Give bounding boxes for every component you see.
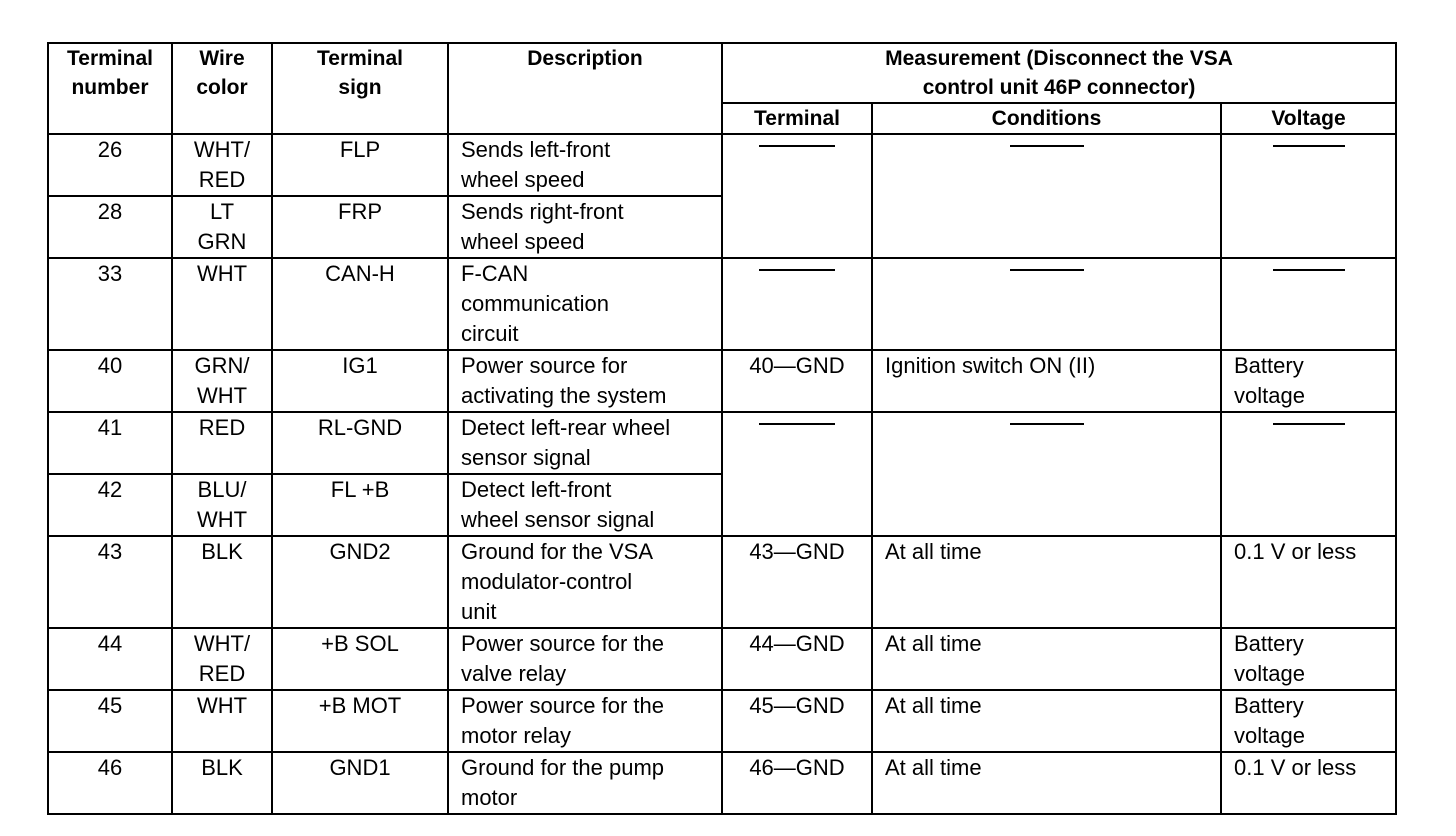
- cell-description: Sends left-front wheel speed: [448, 134, 722, 196]
- cell-measure-voltage: [1221, 134, 1396, 258]
- cell-terminal-number: 43: [48, 536, 172, 628]
- cell-terminal-sign: +B MOT: [272, 690, 448, 752]
- table-row: [48, 752, 1396, 814]
- cell-wire-color: GRN/ WHT: [172, 350, 272, 412]
- header-description: Description: [448, 43, 722, 134]
- table-row: [48, 134, 1396, 196]
- cell-measure-conditions: At all time: [872, 536, 1221, 628]
- cell-description: Detect left-front wheel sensor signal: [448, 474, 722, 536]
- cell-terminal-sign: FRP: [272, 196, 448, 258]
- not-applicable-dash: [759, 423, 835, 425]
- cell-terminal-sign: GND2: [272, 536, 448, 628]
- cell-description: Power source for the motor relay: [448, 690, 722, 752]
- cell-terminal-number: 33: [48, 258, 172, 350]
- cell-wire-color: WHT: [172, 690, 272, 752]
- cell-measure-voltage: Battery voltage: [1221, 350, 1396, 412]
- cell-measure-voltage: 0.1 V or less: [1221, 752, 1396, 814]
- cell-measure-terminal: 44—GND: [722, 628, 872, 690]
- cell-measure-voltage: [1221, 258, 1396, 350]
- cell-wire-color: LT GRN: [172, 196, 272, 258]
- cell-measure-conditions: At all time: [872, 690, 1221, 752]
- cell-measure-terminal: 46—GND: [722, 752, 872, 814]
- cell-terminal-number: 28: [48, 196, 172, 258]
- cell-terminal-sign: IG1: [272, 350, 448, 412]
- cell-description: Power source for the valve relay: [448, 628, 722, 690]
- cell-wire-color: BLK: [172, 536, 272, 628]
- table-row: [48, 690, 1396, 752]
- not-applicable-dash: [1273, 269, 1345, 271]
- header-voltage: Voltage: [1221, 103, 1396, 134]
- cell-measure-voltage: 0.1 V or less: [1221, 536, 1396, 628]
- not-applicable-dash: [1010, 145, 1084, 147]
- cell-description: Detect left-rear wheel sensor signal: [448, 412, 722, 474]
- terminal-table: [47, 42, 1397, 815]
- cell-wire-color: BLU/ WHT: [172, 474, 272, 536]
- cell-terminal-sign: CAN-H: [272, 258, 448, 350]
- cell-wire-color: RED: [172, 412, 272, 474]
- cell-terminal-number: 41: [48, 412, 172, 474]
- cell-measure-terminal: [722, 134, 872, 258]
- cell-measure-conditions: [872, 134, 1221, 258]
- cell-terminal-number: 26: [48, 134, 172, 196]
- header-wire-color: Wire color: [172, 43, 272, 134]
- cell-wire-color: WHT: [172, 258, 272, 350]
- cell-description: Sends right-front wheel speed: [448, 196, 722, 258]
- table-row: [48, 628, 1396, 690]
- cell-measure-terminal: 45—GND: [722, 690, 872, 752]
- cell-description: Ground for the VSA modulator-control unit: [448, 536, 722, 628]
- not-applicable-dash: [1010, 269, 1084, 271]
- cell-measure-terminal: [722, 258, 872, 350]
- table-row: [48, 350, 1396, 412]
- header-terminal-number: Terminal number: [48, 43, 172, 134]
- cell-measure-terminal: 40—GND: [722, 350, 872, 412]
- table-row: [48, 536, 1396, 628]
- cell-measure-voltage: Battery voltage: [1221, 690, 1396, 752]
- cell-terminal-sign: FL +B: [272, 474, 448, 536]
- cell-terminal-sign: GND1: [272, 752, 448, 814]
- cell-terminal-sign: RL-GND: [272, 412, 448, 474]
- cell-measure-conditions: [872, 258, 1221, 350]
- cell-measure-voltage: [1221, 412, 1396, 536]
- cell-measure-conditions: Ignition switch ON (II): [872, 350, 1221, 412]
- not-applicable-dash: [759, 269, 835, 271]
- table-row: [48, 258, 1396, 350]
- cell-terminal-number: 40: [48, 350, 172, 412]
- not-applicable-dash: [759, 145, 835, 147]
- cell-wire-color: BLK: [172, 752, 272, 814]
- cell-description: Power source for activating the system: [448, 350, 722, 412]
- cell-measure-conditions: At all time: [872, 628, 1221, 690]
- cell-terminal-sign: FLP: [272, 134, 448, 196]
- cell-terminal-number: 44: [48, 628, 172, 690]
- not-applicable-dash: [1273, 145, 1345, 147]
- cell-measure-terminal: [722, 412, 872, 536]
- cell-terminal-number: 46: [48, 752, 172, 814]
- header-conditions: Conditions: [872, 103, 1221, 134]
- not-applicable-dash: [1273, 423, 1345, 425]
- cell-wire-color: WHT/ RED: [172, 628, 272, 690]
- cell-description: F-CAN communication circuit: [448, 258, 722, 350]
- header-terminal: Terminal: [722, 103, 872, 134]
- header-terminal-sign: Terminal sign: [272, 43, 448, 134]
- header-measurement: Measurement (Disconnect the VSA control unit 46P connector): [722, 43, 1396, 103]
- cell-terminal-number: 42: [48, 474, 172, 536]
- not-applicable-dash: [1010, 423, 1084, 425]
- cell-description: Ground for the pump motor: [448, 752, 722, 814]
- table-row: [48, 412, 1396, 474]
- cell-measure-terminal: 43—GND: [722, 536, 872, 628]
- cell-terminal-sign: +B SOL: [272, 628, 448, 690]
- cell-wire-color: WHT/ RED: [172, 134, 272, 196]
- cell-terminal-number: 45: [48, 690, 172, 752]
- cell-measure-conditions: [872, 412, 1221, 536]
- cell-measure-voltage: Battery voltage: [1221, 628, 1396, 690]
- cell-measure-conditions: At all time: [872, 752, 1221, 814]
